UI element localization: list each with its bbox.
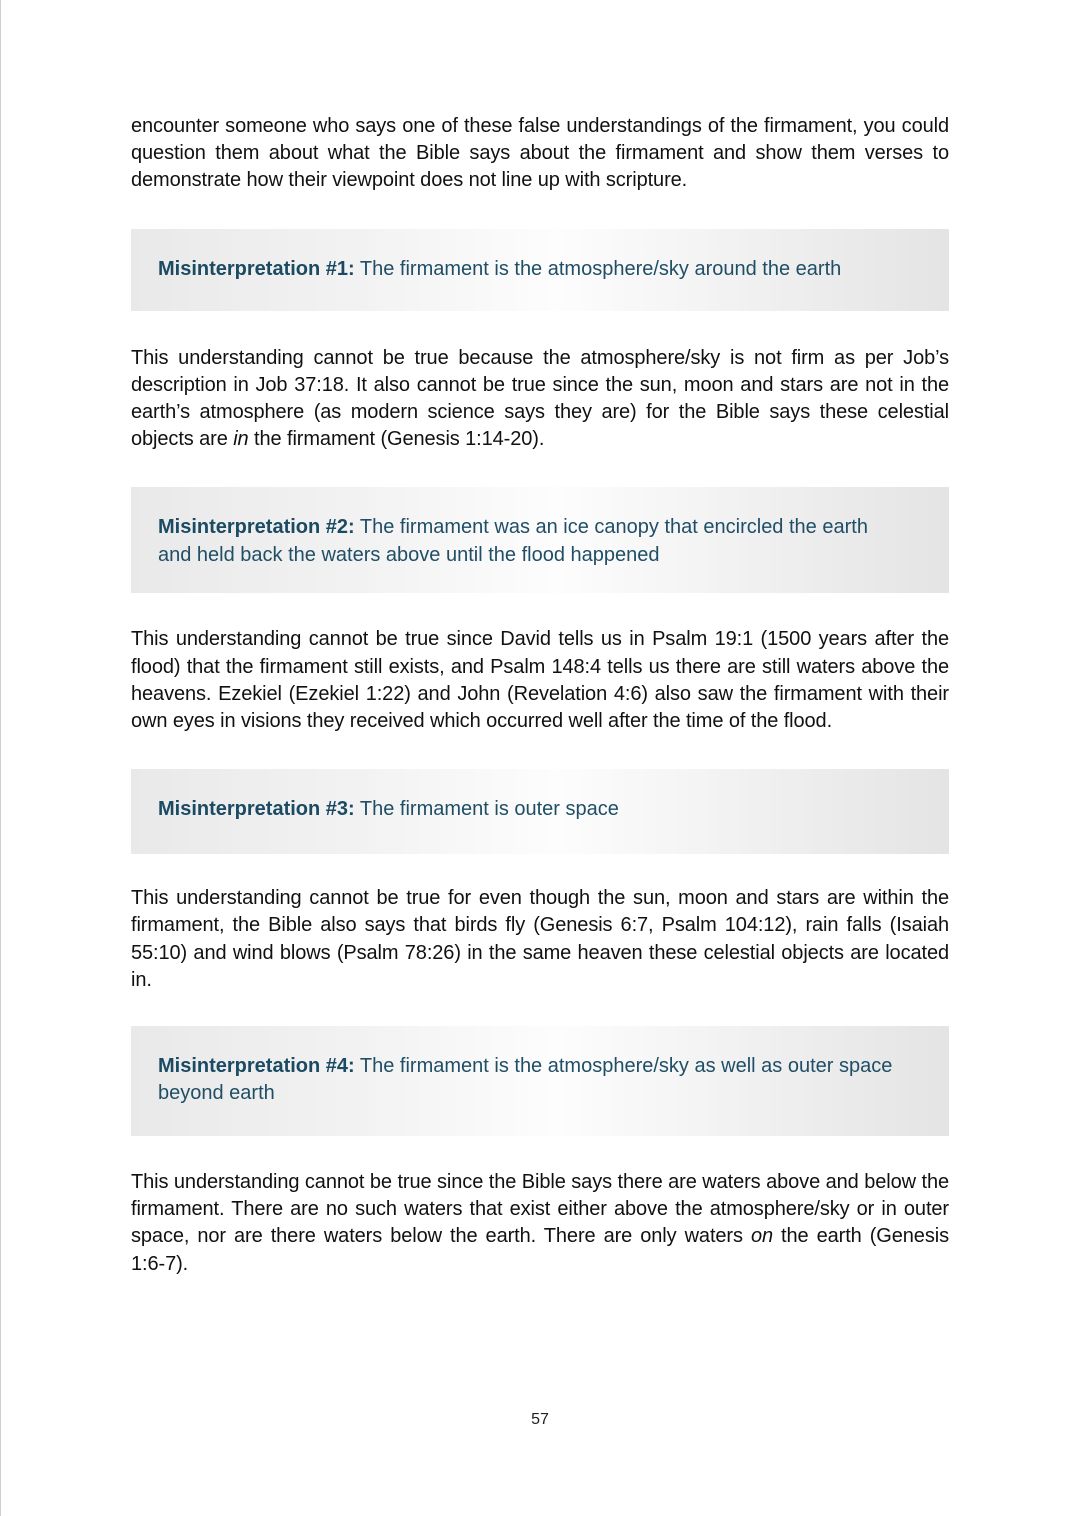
misinterpretation-2-label: Misinterpretation #2: bbox=[158, 516, 355, 539]
misinterpretation-1-statement: The firmament is the atmosphere/sky around the earth bbox=[354, 257, 842, 280]
misinterpretation-1-label: Misinterpretation #1: bbox=[158, 257, 355, 280]
rebuttal-4-text: This understanding cannot be true since the Bible says there are waters above and below the firmament. There are no such waters that exist either above the atmosphere/sky or in outer space, nor are there waters below the earth. There are only waters bbox=[131, 1171, 949, 1248]
misinterpretation-4-statement: The firmament is the atmosphere/sky as well as outer space beyond earth bbox=[158, 1055, 893, 1105]
rebuttal-1-text-end: the firmament (Genesis 1:14-20). bbox=[248, 428, 545, 451]
rebuttal-4-text-end: the earth (Genesis 1:6-7). bbox=[131, 1225, 949, 1275]
misinterpretation-3-statement: The firmament is outer space bbox=[354, 798, 619, 821]
page-content bbox=[131, 113, 949, 1278]
rebuttal-2-text: This understanding cannot be true since David tells us in Psalm 19:1 (1500 years after the flood) that the firmament still exists, and Psalm 148:4 tells us there are still waters above the heavens. Ezekiel (Ezekiel 1:22) and John (Revelation 4:6) also saw the firmament with their own eyes in visions they received which occurred well after the time of the flood. bbox=[131, 628, 949, 733]
rebuttal-3-paragraph bbox=[131, 885, 949, 994]
misinterpretation-3-callout bbox=[131, 769, 949, 854]
rebuttal-1-text: This understanding cannot be true because the atmosphere/sky is not firm as per Job’s description in Job 37:18. It also cannot be true since the sun, moon and stars are not in the earth’s atmosphere (as modern science says they are) for the Bible says these celestial objects are bbox=[131, 346, 949, 451]
page-edge bbox=[0, 0, 1, 1516]
intro-paragraph: encounter someone who says one of these false understandings of the firmament, you could question them about what the Bible says about the firmament and show them verses to demonstrate how their viewpoint does not line up with scripture. bbox=[131, 115, 949, 192]
misinterpretation-3-label: Misinterpretation #3: bbox=[158, 798, 355, 821]
rebuttal-4-paragraph bbox=[131, 1169, 949, 1278]
misinterpretation-4-label: Misinterpretation #4: bbox=[158, 1055, 355, 1078]
rebuttal-2-paragraph bbox=[131, 626, 949, 735]
misinterpretation-2-statement: The firmament was an ice canopy that encircled the earth and held back the waters above until the flood happened bbox=[158, 516, 868, 566]
rebuttal-1-paragraph bbox=[131, 345, 949, 454]
rebuttal-3-text: This understanding cannot be true for even though the sun, moon and stars are within the firmament, the Bible also says that birds fly (Genesis 6:7, Psalm 104:12), rain falls (Isaiah 55:10) and wind blows (Psalm 78:26) in the same heaven these celestial objects are located in. bbox=[131, 887, 949, 991]
misinterpretation-1-callout bbox=[131, 229, 949, 311]
page-number: 57 bbox=[531, 1411, 549, 1428]
misinterpretation-4-callout bbox=[131, 1026, 949, 1136]
misinterpretation-2-callout bbox=[131, 487, 949, 593]
rebuttal-4-emphasis: on bbox=[750, 1225, 773, 1248]
rebuttal-1-emphasis: in bbox=[233, 428, 249, 451]
